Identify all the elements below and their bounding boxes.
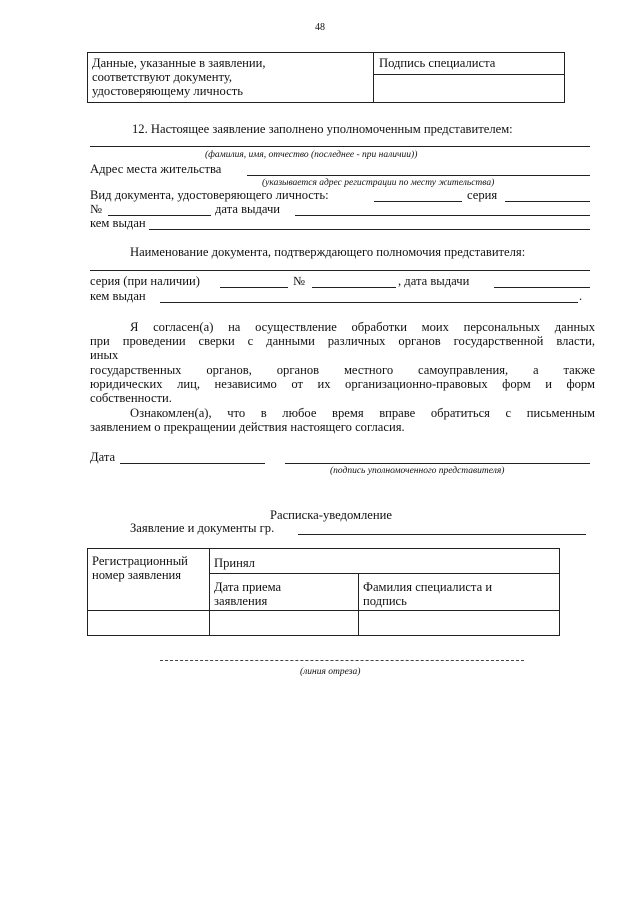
receipt-title: Расписка-уведомление xyxy=(270,508,392,522)
consent-line-7: Ознакомлен(а), что в любое время вправе обратиться с письменным xyxy=(130,406,595,420)
authority-number-field[interactable] xyxy=(312,287,396,288)
number-label: № xyxy=(90,202,103,216)
receipt-applicant-field[interactable] xyxy=(298,534,586,535)
address-label: Адрес места жительства xyxy=(90,162,222,176)
specialist-signature-header: Подпись специалиста xyxy=(379,56,496,70)
section-12-title: 12. Настоящее заявление заполнено уполномоченным представителем: xyxy=(132,122,513,136)
consent-line-1: Я согласен(а) на осуществление обработки моих персональных данных xyxy=(130,320,595,334)
specialist-header-line-1: Фамилия специалиста и xyxy=(363,580,493,594)
date-received-cell[interactable] xyxy=(210,611,357,635)
authority-issued-by-field[interactable] xyxy=(160,302,578,303)
authority-issue-date-field[interactable] xyxy=(494,287,590,288)
fio-hint: (фамилия, имя, отчество (последнее - при наличии)) xyxy=(205,150,418,160)
receipt-docs-label: Заявление и документы гр. xyxy=(130,521,275,535)
signature-hint: (подпись уполномоченного представителя) xyxy=(330,466,505,476)
issue-date-field[interactable] xyxy=(295,215,590,216)
cut-line xyxy=(160,660,524,661)
specialist-signature-cell[interactable] xyxy=(374,75,564,102)
address-field[interactable] xyxy=(247,175,590,176)
reg-number-cell[interactable] xyxy=(88,611,208,635)
consent-line-3: иных xyxy=(90,348,119,362)
id-document-field[interactable] xyxy=(374,201,462,202)
authority-document-field[interactable] xyxy=(90,270,590,271)
consent-line-6: собственности. xyxy=(90,391,172,405)
series-optional-label: серия (при наличии) xyxy=(90,274,200,288)
series-label: серия xyxy=(467,188,498,202)
issued-by-end-dot: . xyxy=(579,289,583,303)
issued-by-field[interactable] xyxy=(149,229,590,230)
authority-issued-by-label: кем выдан xyxy=(90,289,146,303)
authority-issue-date-label: , дата выдачи xyxy=(398,274,470,288)
accepted-header: Принял xyxy=(214,556,255,570)
cut-line-label: (линия отреза) xyxy=(300,667,361,677)
consent-line-4: государственных органов, органов местного самоуправления, а также xyxy=(90,363,595,377)
authority-number-label: № xyxy=(293,274,306,288)
series-field[interactable] xyxy=(505,201,590,202)
address-hint: (указывается адрес регистрации по месту жительства) xyxy=(262,178,495,188)
id-document-label: Вид документа, удостоверяющего личность: xyxy=(90,188,329,202)
specialist-cell[interactable] xyxy=(359,611,559,635)
date-label: Дата xyxy=(90,450,116,464)
consent-line-8: заявлением о прекращении действия настоящего согласия. xyxy=(90,420,405,434)
verification-note-line-2: соответствуют документу, xyxy=(92,70,233,84)
date-received-header-line-1: Дата приема xyxy=(214,580,282,594)
specialist-header-line-2: подпись xyxy=(363,594,407,608)
date-field[interactable] xyxy=(120,463,265,464)
consent-line-2: при проведении сверки с данными различных органов государственной власти, xyxy=(90,334,595,348)
issued-by-label: кем выдан xyxy=(90,216,146,230)
reg-number-header-line-2: номер заявления xyxy=(92,568,182,582)
verification-note-line-1: Данные, указанные в заявлении, xyxy=(92,56,266,70)
reg-number-header-line-1: Регистрационный xyxy=(92,554,188,568)
representative-fio-field[interactable] xyxy=(90,146,590,147)
consent-line-5: юридических лиц, независимо от их организационно-правовых форм и форм xyxy=(90,377,595,391)
page-number: 48 xyxy=(315,22,325,33)
date-received-header-line-2: заявления xyxy=(214,594,268,608)
verification-note-line-3: удостоверяющему личность xyxy=(92,84,243,98)
authority-document-title: Наименование документа, подтверждающего полномочия представителя: xyxy=(130,245,526,259)
issue-date-label: дата выдачи xyxy=(215,202,281,216)
authority-series-field[interactable] xyxy=(220,287,288,288)
representative-signature-field[interactable] xyxy=(285,463,590,464)
